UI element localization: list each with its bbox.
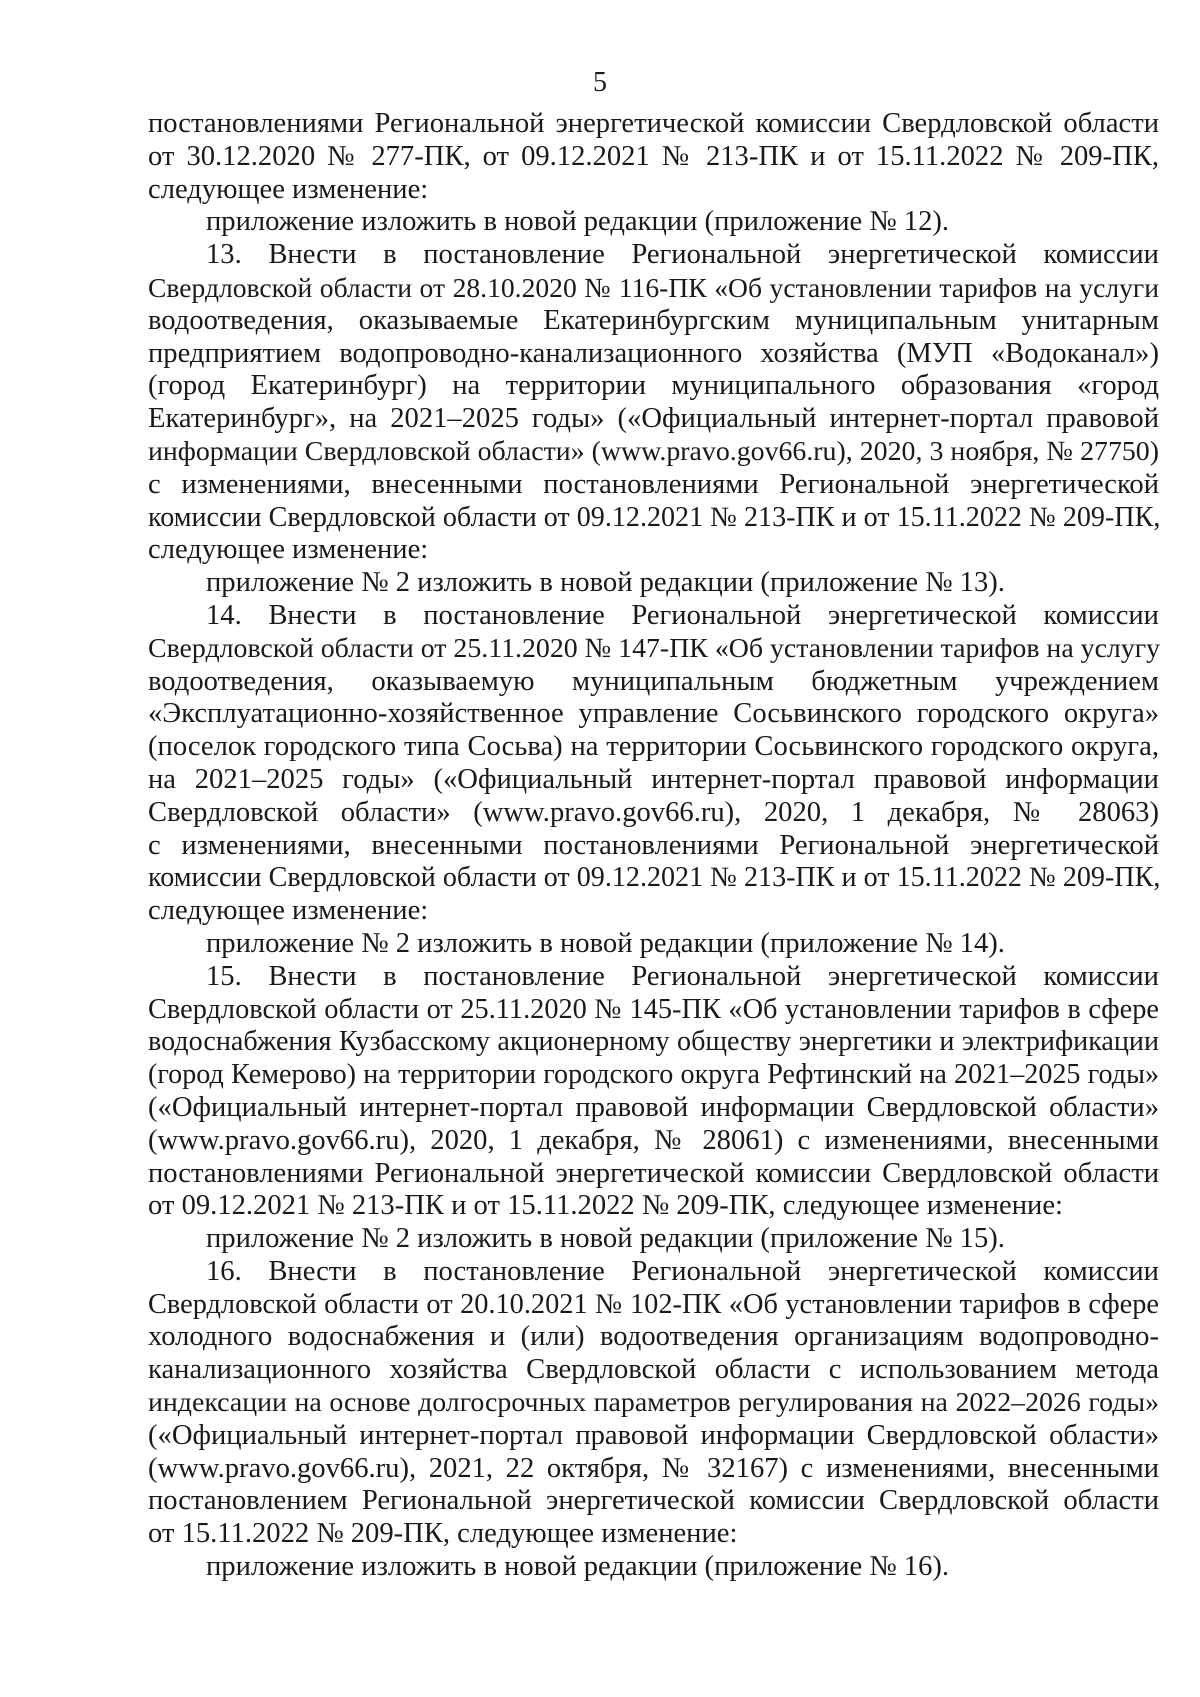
text-line: Екатеринбург», на 2021–2025 годы» («Официальный интернет-портал правовой [148, 403, 1159, 435]
text-line: постановлениями Региональной энергетической комиссии Свердловской области [148, 108, 1159, 139]
text-line: комиссии Свердловской области от 09.12.2021 № 213-ПК и от 15.11.2022 № 209-ПК, [148, 501, 1161, 533]
text-line: следующее изменение: [148, 173, 429, 205]
text-line: (город Кемерово) на территории городского округа Рефтинский на 2021–2025 годы» [148, 1059, 1159, 1091]
text-line: приложение изложить в новой редакции (приложение № 16). [206, 1551, 950, 1583]
text-line: следующее изменение: [148, 534, 429, 566]
page-number: 5 [593, 67, 607, 98]
text-line: индексации на основе долгосрочных параметров регулирования на 2022–2026 годы» [148, 1387, 1159, 1419]
text-line: приложение изложить в новой редакции (приложение № 12). [206, 206, 950, 238]
text-line: приложение № 2 изложить в новой редакции (приложение № 14). [206, 927, 1005, 959]
text-line: (город Екатеринбург) на территории муниципального образования «город [148, 370, 1159, 402]
text-line: на 2021–2025 годы» («Официальный интернет-портал правовой информации [148, 763, 1159, 795]
text-line: постановлениями Региональной энергетической комиссии Свердловской области [148, 1157, 1159, 1189]
text-line: следующее изменение: [148, 895, 429, 927]
text-line: Свердловской области от 25.11.2020 № 145-ПК «Об установлении тарифов в сфере [148, 993, 1159, 1025]
text-line: (поселок городского типа Сосьва) на территории Сосьвинского городского округа, [148, 731, 1159, 763]
text-line: предприятием водопроводно-канализационного хозяйства (МУП «Водоканал») [148, 337, 1159, 369]
text-line: 15. Внести в постановление Региональной энергетической комиссии [206, 960, 1159, 992]
text-line: приложение № 2 изложить в новой редакции (приложение № 13). [206, 567, 1005, 599]
text-line: от 15.11.2022 № 209-ПК, следующее изменение: [148, 1518, 738, 1550]
text-line: «Эксплуатационно-хозяйственное управление Сосьвинского городского округа» [148, 698, 1159, 730]
text-line: Свердловской области» (www.pravo.gov66.ru), 2020, 1 декабря, № 28063) [148, 796, 1159, 828]
text-line: с изменениями, внесенными постановлениями Региональной энергетической [148, 829, 1159, 861]
text-line: Свердловской области от 28.10.2020 № 116-ПК «Об установлении тарифов на услуги [148, 271, 1159, 303]
text-line: 13. Внести в постановление Региональной энергетической комиссии [206, 239, 1159, 271]
document-body [148, 108, 1159, 1584]
text-line: с изменениями, внесенными постановлениями Региональной энергетической [148, 468, 1159, 500]
text-line: («Официальный интернет-портал правовой информации Свердловской области» [148, 1091, 1159, 1123]
text-line: (www.pravo.gov66.ru), 2021, 22 октября, № 32167) с изменениями, внесенными [148, 1452, 1159, 1484]
text-line: от 30.12.2020 № 277-ПК, от 09.12.2021 № 213-ПК и от 15.11.2022 № 209-ПК, [148, 140, 1159, 172]
text-line: постановлением Региональной энергетической комиссии Свердловской области [148, 1485, 1159, 1517]
text-line: комиссии Свердловской области от 09.12.2021 № 213-ПК и от 15.11.2022 № 209-ПК, [148, 862, 1161, 894]
text-line: канализационного хозяйства Свердловской области с использованием метода [148, 1354, 1159, 1386]
text-line: 14. Внести в постановление Региональной энергетической комиссии [206, 599, 1159, 631]
text-line: («Официальный интернет-портал правовой информации Свердловской области» [148, 1419, 1159, 1451]
text-line: от 09.12.2021 № 213-ПК и от 15.11.2022 № 209-ПК, следующее изменение: [148, 1190, 1063, 1222]
text-line: приложение № 2 изложить в новой редакции (приложение № 15). [206, 1223, 1005, 1255]
text-line: информации Свердловской области» (www.pravo.gov66.ru), 2020, 3 ноября, № 27750) [148, 435, 1159, 467]
text-line: водоотведения, оказываемые Екатеринбургским муниципальным унитарным [148, 304, 1159, 336]
text-line: (www.pravo.gov66.ru), 2020, 1 декабря, № 28061) с изменениями, внесенными [148, 1124, 1159, 1156]
text-line: Свердловской области от 25.11.2020 № 147-ПК «Об установлении тарифов на услугу [148, 632, 1161, 664]
text-line: Свердловской области от 20.10.2021 № 102-ПК «Об установлении тарифов в сфере [148, 1288, 1159, 1320]
text-line: 16. Внести в постановление Региональной энергетической комиссии [206, 1255, 1159, 1287]
text-line: водоотведения, оказываемую муниципальным бюджетным учреждением [148, 665, 1159, 697]
text-line: холодного водоснабжения и (или) водоотведения организациям водопроводно- [148, 1321, 1159, 1353]
text-line: водоснабжения Кузбасскому акционерному обществу энергетики и электрификации [148, 1026, 1159, 1058]
